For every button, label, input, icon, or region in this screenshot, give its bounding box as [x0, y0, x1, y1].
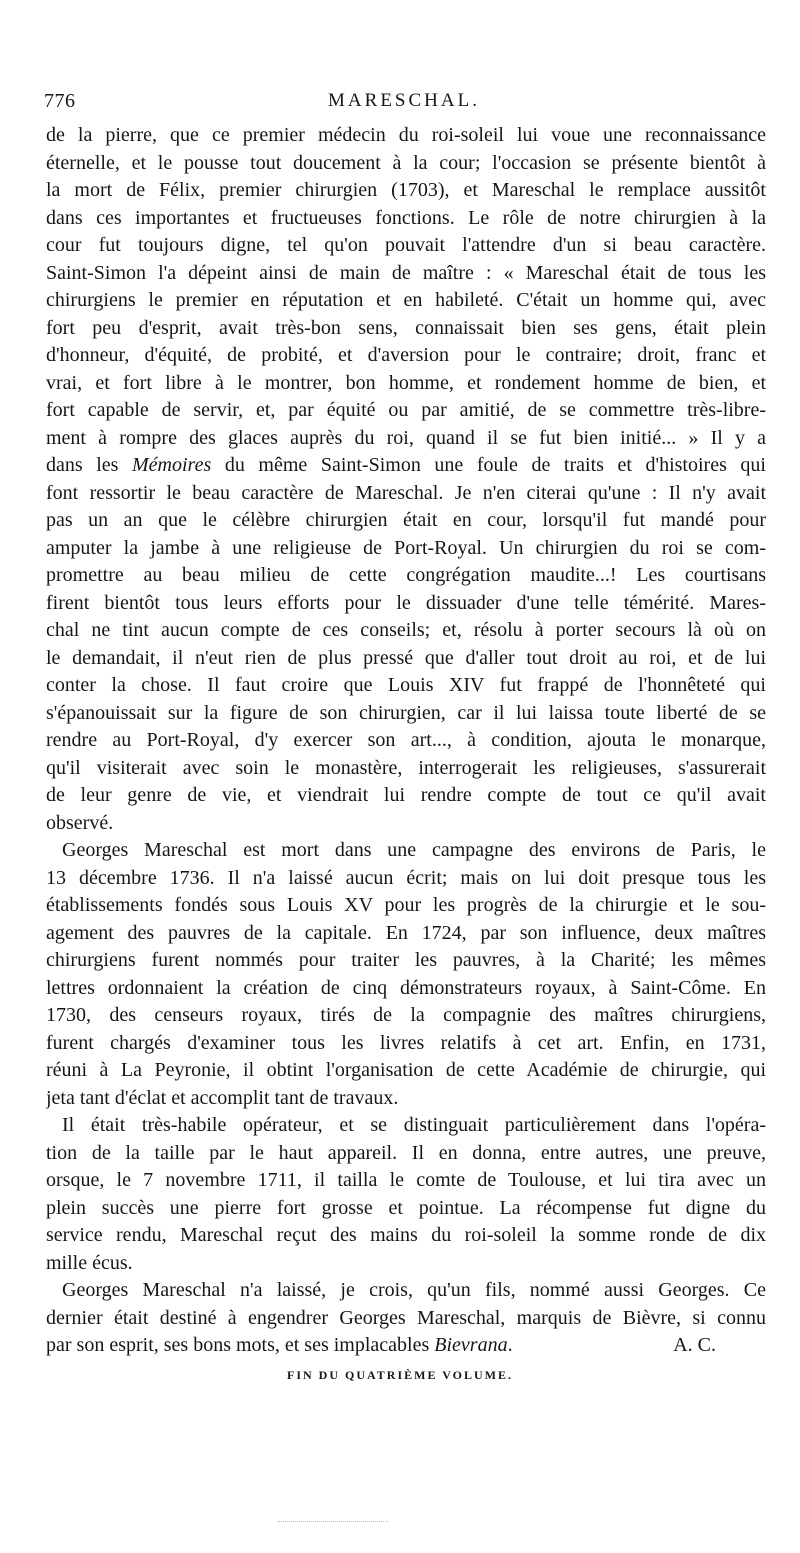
text-line: établissements fondés sous Louis XV pour les progrès de la chirurgie et le sou-: [46, 894, 766, 916]
text-line: pas un an que le célèbre chirurgien était en cour, lorsqu'il fut mandé pour: [46, 509, 766, 531]
author-signature: A. C.: [673, 1334, 716, 1356]
text-line: dans ces importantes et fructueuses fonctions. Le rôle de notre chirurgien à la: [46, 206, 766, 229]
text-line: 13 décembre 1736. Il n'a laissé aucun écrit; mais on lui doit presque tous les: [46, 866, 766, 889]
text-line: la mort de Félix, premier chirurgien (1703), et Mareschal le remplace aussitôt: [46, 179, 766, 201]
paragraph: [46, 837, 766, 1112]
body-text: [46, 122, 766, 1360]
text-line: chal ne tint aucun compte de ces conseils; et, résolu à porter secours là où on: [46, 619, 766, 641]
paragraph: [46, 122, 766, 837]
text-line: Il était très-habile opérateur, et se distinguait particulièrement dans l'opéra-: [62, 1114, 766, 1136]
text-line: lettres ordonnaient la création de cinq démonstrateurs royaux, à Saint-Côme. En: [46, 976, 766, 999]
text-line: conter la chose. Il faut croire que Louis XIV fut frappé de l'honnêteté qui: [46, 674, 766, 696]
text-line: par son esprit, ses bons mots, et ses implacables Bievrana.: [46, 1334, 513, 1356]
page-header: [44, 90, 764, 114]
text-line: font ressortir le beau caractère de Mareschal. Je n'en citerai qu'une : Il n'y avait: [46, 481, 766, 504]
text-line: cour fut toujours digne, tel qu'on pouvait l'attendre d'un si beau caractère.: [46, 234, 766, 256]
text-line: réuni à La Peyronie, il obtint l'organisation de cette Académie de chirurgie, qui: [46, 1059, 766, 1081]
text-line: plein succès une pierre fort grosse et pointue. La récompense fut digne du: [46, 1196, 766, 1219]
text-line: agement des pauvres de la capitale. En 1724, par son influence, deux maîtres: [46, 921, 766, 944]
text-line: s'épanouissait sur la figure de son chirurgien, car il lui laissa toute liberté de se: [46, 701, 766, 724]
text-line: observé.: [46, 811, 114, 834]
closing-line: [46, 1332, 766, 1360]
text-line: éternelle, et le pousse tout doucement à la cour; l'occasion se présente bientôt à: [46, 151, 766, 174]
text-line: chirurgiens furent nommés pour traiter les pauvres, à la Charité; les mêmes: [46, 949, 766, 971]
text-line: tion de la taille par le haut appareil. Il en donna, entre autres, une preuve,: [46, 1141, 766, 1164]
text-line: d'honneur, d'équité, de probité, et d'aversion pour le contraire; droit, franc et: [46, 344, 766, 366]
text-line: furent chargés d'examiner tous les livres relatifs à cet art. Enfin, en 1731,: [46, 1031, 766, 1054]
text-line: 1730, des censeurs royaux, tirés de la compagnie des maîtres chirurgiens,: [46, 1004, 766, 1026]
decorative-rule: [278, 1521, 388, 1522]
text-line: dans les Mémoires du même Saint-Simon une foule de traits et d'histoires qui: [46, 454, 766, 476]
text-line: vrai, et fort libre à le montrer, bon homme, et rondement homme de bien, et: [46, 371, 766, 394]
text-line: Georges Mareschal n'a laissé, je crois, qu'un fils, nommé aussi Georges. Ce: [62, 1279, 766, 1301]
text-line: ment à rompre des glaces auprès du roi, quand il se fut bien initié... » Il y a: [46, 426, 766, 449]
text-line: fort capable de servir, et, par équité ou par amitié, de se commettre très-libre-: [46, 399, 766, 421]
end-of-volume-note: FIN DU QUATRIÈME VOLUME.: [287, 1368, 513, 1382]
running-title: MARESCHAL.: [328, 90, 480, 111]
page-number: 776: [44, 90, 76, 112]
text-line: de la pierre, que ce premier médecin du roi-soleil lui voue une reconnaissance: [46, 124, 766, 146]
text-line: rendre au Port-Royal, d'y exercer son art..., à condition, ajouta le monarque,: [46, 729, 766, 751]
text-line: qu'il visiterait avec soin le monastère, interrogerait les religieuses, s'assurerait: [46, 756, 766, 779]
text-line: amputer la jambe à une religieuse de Port-Royal. Un chirurgien du roi se com-: [46, 536, 766, 559]
text-line: orsque, le 7 novembre 1711, il tailla le comte de Toulouse, et lui tira avec un: [46, 1169, 766, 1191]
text-line: promettre au beau milieu de cette congrégation maudite...! Les courtisans: [46, 564, 766, 586]
text-line: mille écus.: [46, 1251, 133, 1274]
paragraph: [46, 1277, 766, 1360]
text-line: jeta tant d'éclat et accomplit tant de travaux.: [46, 1086, 399, 1109]
text-line: firent bientôt tous leurs efforts pour le dissuader d'une telle témérité. Mares-: [46, 591, 766, 614]
text-line: Saint-Simon l'a dépeint ainsi de main de maître : « Mareschal était de tous les: [46, 261, 766, 284]
text-line: le demandait, il n'eut rien de plus pressé que d'aller tout droit au roi, et de lui: [46, 646, 766, 669]
text-line: chirurgiens le premier en réputation et en habileté. C'était un homme qui, avec: [46, 289, 766, 311]
text-line: fort peu d'esprit, avait très-bon sens, connaissait bien ses gens, était plein: [46, 316, 766, 339]
text-line: Georges Mareschal est mort dans une campagne des environs de Paris, le: [62, 839, 766, 861]
text-line: service rendu, Mareschal reçut des mains du roi-soleil la somme ronde de dix: [46, 1224, 766, 1246]
paragraph: [46, 1112, 766, 1277]
text-line: dernier était destiné à engendrer Georges Mareschal, marquis de Bièvre, si connu: [46, 1306, 766, 1329]
text-line: de leur genre de vie, et viendrait lui rendre compte de tout ce qu'il avait: [46, 784, 766, 806]
